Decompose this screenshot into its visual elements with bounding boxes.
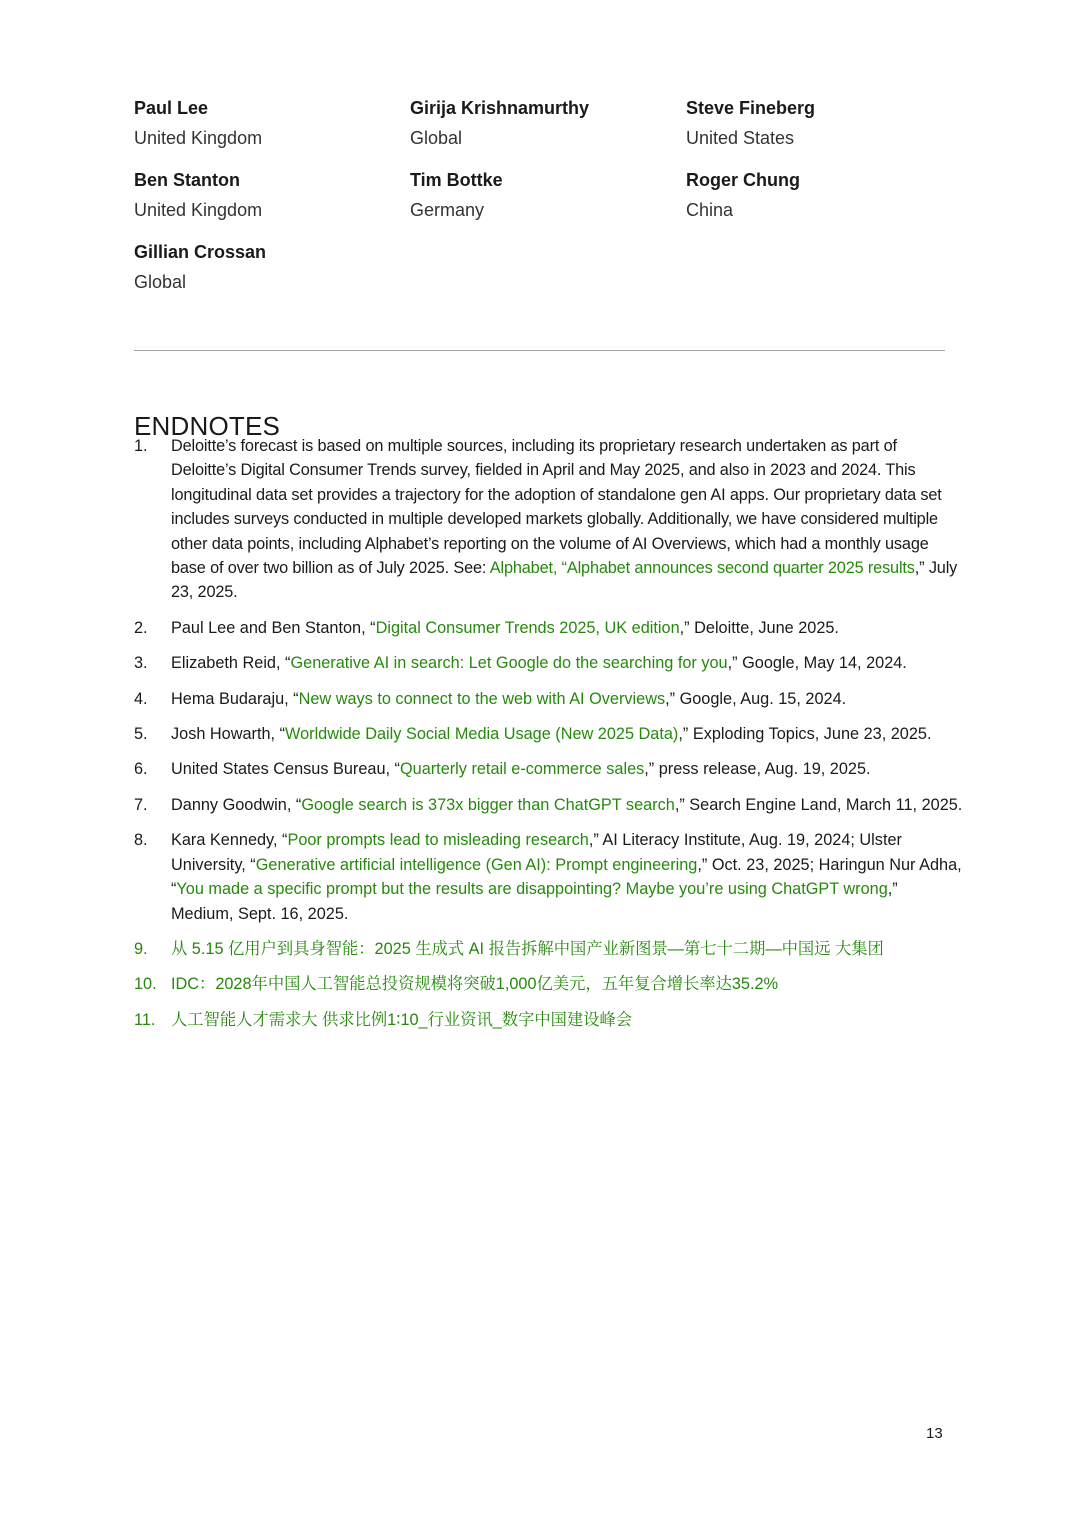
endnote-text-part: Paul Lee and Ben Stanton, “ [171, 618, 376, 637]
endnote-text-part: ,” Oct. 23, 2025; Haringun Nur Adha, “ [171, 855, 962, 899]
contact-card [686, 168, 945, 222]
endnote-number: 9. [134, 939, 148, 958]
contact-name: Tim Bottke [410, 170, 503, 190]
endnote-text-part: ,” Exploding Topics, June 23, 2025. [678, 725, 932, 744]
endnote-link[interactable]: Digital Consumer Trends 2025, UK edition [375, 618, 680, 637]
endnote-number: 10. [134, 975, 157, 994]
endnote-2 [134, 616, 964, 640]
endnote-text-part: ,” Google, Aug. 15, 2024. [665, 689, 847, 708]
endnote-text-part: Josh Howarth, “ [171, 725, 286, 744]
contact-card [686, 96, 945, 150]
endnote-link[interactable]: You made a specific prompt but the results are disappointing? Maybe you’re using ChatGPT wrong [176, 880, 888, 899]
endnote-text-part: ,” press release, Aug. 19, 2025. [644, 760, 871, 779]
endnote-text-part: ,” July 23, 2025. [171, 559, 958, 602]
endnote-text [171, 651, 964, 675]
endnote-number: 11. [134, 1010, 156, 1029]
endnote-text-part: ,” Medium, Sept. 16, 2025. [171, 880, 898, 923]
contact-name: Steve Fineberg [686, 98, 816, 118]
endnote-number: 2. [134, 618, 148, 637]
contact-region: United Kingdom [134, 200, 263, 220]
endnote-3 [134, 651, 964, 675]
endnote-1 [134, 434, 964, 605]
endnote-link[interactable]: Generative AI in search: Let Google do the searching for you [290, 654, 728, 673]
endnote-number: 5. [134, 725, 148, 744]
endnote-text [171, 937, 964, 961]
endnote-text-part: Hema Budaraju, “ [171, 689, 299, 708]
endnote-link[interactable]: Google search is 373x bigger than ChatGPT search [301, 795, 675, 814]
endnote-link[interactable]: Poor prompts lead to misleading research [287, 831, 589, 850]
contact-name: Gillian Crossan [134, 242, 267, 262]
endnote-10 [134, 972, 964, 996]
contact-region: Germany [410, 200, 485, 220]
endnote-number: 1. [134, 437, 148, 455]
endnotes-heading: ENDNOTES [134, 410, 281, 441]
endnote-text [171, 722, 964, 746]
contact-card [410, 168, 686, 222]
contact-card [134, 168, 410, 222]
contact-name: Roger Chung [686, 170, 800, 190]
contact-card [410, 96, 686, 150]
contact-region: United Kingdom [134, 128, 263, 148]
endnote-4 [134, 687, 964, 711]
endnote-text-part: ,” AI Literacy Institute, Aug. 19, 2024; Ulster University, “ [171, 831, 902, 874]
contact-name: Ben Stanton [134, 170, 240, 190]
endnote-link[interactable]: IDC：2028年中国人工智能总投资规模将突破1,000亿美元，五年复合增长率达35.2% [171, 975, 779, 994]
endnote-7 [134, 793, 964, 817]
endnote-link[interactable]: Alphabet, “Alphabet announces second quarter 2025 results [489, 559, 915, 578]
page-number: 13 [926, 1425, 943, 1442]
endnote-text [171, 972, 964, 996]
endnote-link[interactable]: 从 5.15 亿用户到具身智能：2025 生成式 AI 报告拆解中国产业新图景—第七十二期—中国远 大集团 [171, 939, 884, 958]
endnote-link[interactable]: New ways to connect to the web with AI Overviews [298, 689, 666, 708]
contact-name: Girija Krishnamurthy [410, 98, 590, 118]
endnote-number: 8. [134, 831, 148, 850]
endnote-text-part: Deloitte’s forecast is based on multiple sources, including its proprietary research undertaken as part of Deloitte’s Digital Consumer Trends survey, fielded in April and May 2025, and also in 2023 and 2024. This longitudinal data set provides a trajectory for the adoption of standalone gen AI apps. Our proprietary data set includes surveys conducted in multiple developed markets globally. Additionally, we have considered multiple other data points, including Alphabet’s reporting on the volume of AI Overviews, which had a monthly usage base of over two billion as of July 2025. See: [171, 437, 942, 578]
endnote-text [171, 757, 964, 781]
endnote-link[interactable]: Generative artificial intelligence (Gen AI): Prompt engineering [255, 855, 698, 874]
contact-region: Global [134, 272, 187, 292]
endnote-link[interactable]: Worldwide Daily Social Media Usage (New 2025 Data) [285, 725, 679, 744]
endnote-text [171, 687, 964, 711]
endnote-text [171, 616, 964, 640]
contact-name: Paul Lee [134, 98, 209, 118]
endnote-8 [134, 828, 964, 926]
contact-card [134, 240, 410, 294]
endnote-number: 7. [134, 795, 148, 814]
endnote-number: 6. [134, 760, 148, 779]
contacts-grid [134, 96, 945, 294]
endnote-6 [134, 757, 964, 781]
endnote-text [171, 793, 964, 817]
endnote-link[interactable]: Quarterly retail e-commerce sales [399, 760, 645, 779]
contact-region: Global [410, 128, 463, 148]
endnote-text-part: Kara Kennedy, “ [171, 831, 288, 850]
endnote-number: 3. [134, 654, 148, 673]
endnote-text [171, 434, 964, 605]
endnote-9 [134, 937, 964, 961]
endnote-5 [134, 722, 964, 746]
endnote-text-part: United States Census Bureau, “ [171, 760, 400, 779]
contact-card [134, 96, 410, 150]
endnote-text [171, 1008, 964, 1032]
endnotes-list [134, 434, 964, 1043]
section-divider [134, 350, 945, 351]
endnote-text-part: ,” Deloitte, June 2025. [679, 618, 839, 637]
contact-region: China [686, 200, 734, 220]
endnote-text-part: Danny Goodwin, “ [171, 795, 302, 814]
endnote-link[interactable]: 人工智能人才需求大 供求比例1∶10_行业资讯_数字中国建设峰会 [171, 1010, 633, 1029]
endnote-number: 4. [134, 689, 148, 708]
endnote-text-part: ,” Google, May 14, 2024. [727, 654, 907, 673]
endnote-text-part: Elizabeth Reid, “ [171, 654, 291, 673]
contact-region: United States [686, 128, 795, 148]
endnote-11 [134, 1008, 964, 1032]
endnote-text-part: ,” Search Engine Land, March 11, 2025. [674, 795, 963, 814]
endnote-text [171, 828, 964, 926]
